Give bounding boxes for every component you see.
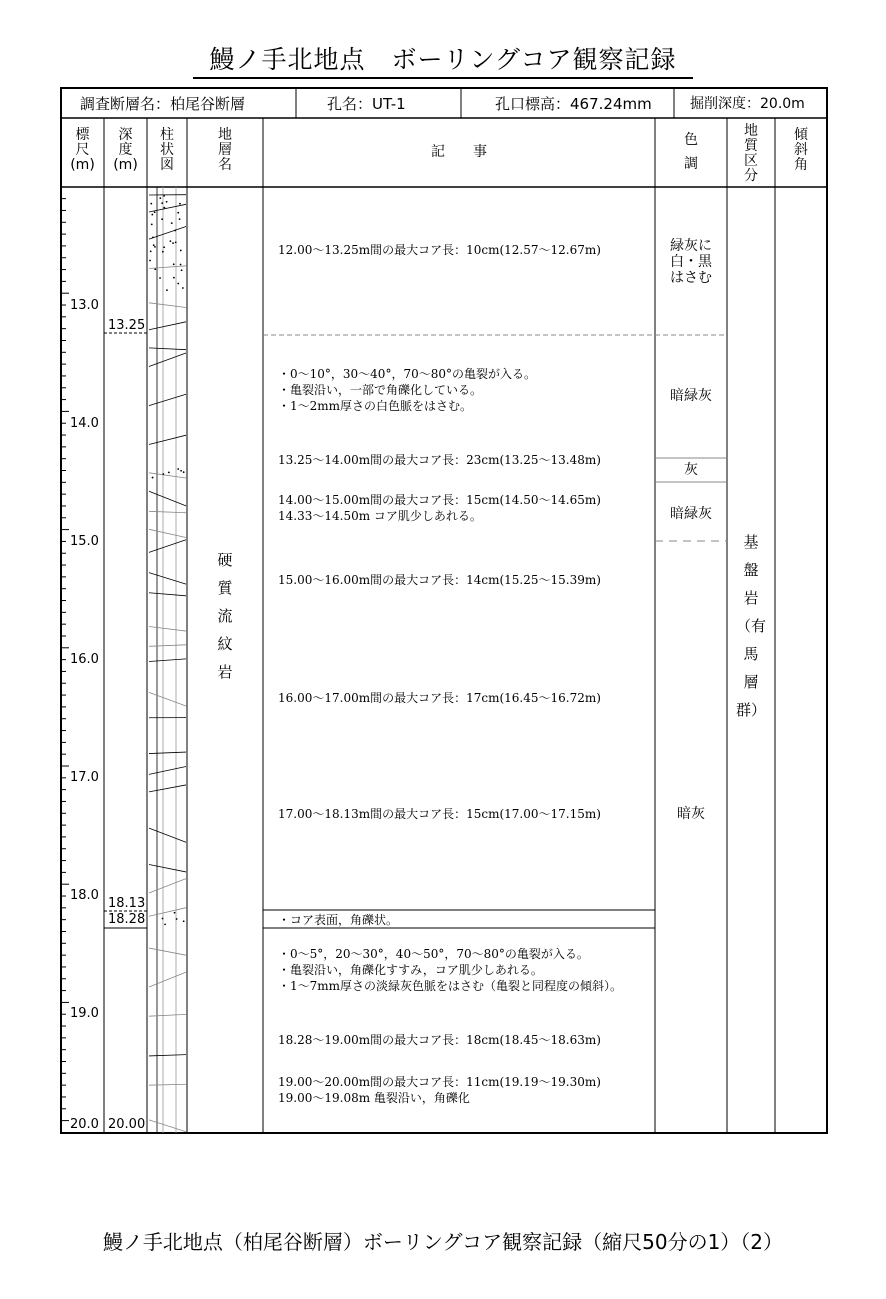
breccia-dot (174, 912, 176, 914)
depth-label: 18.13 (108, 896, 146, 911)
breccia-dot (163, 195, 165, 197)
description-line: ・亀裂沿い，一部で角礫化している。 (278, 383, 483, 397)
breccia-dot (177, 283, 179, 285)
fracture-line (149, 303, 186, 308)
scale-label: 18.0 (70, 888, 99, 903)
description-line: 16.00～17.00m間の最大コア長：17cm(16.45～16.72m) (278, 691, 601, 705)
scale-label: 16.0 (70, 652, 99, 667)
fracture-line (149, 1120, 186, 1132)
breccia-dot (183, 471, 185, 473)
breccia-dot (179, 218, 181, 220)
col-description-header: 記 事 (431, 144, 487, 160)
col-color-header: 色 調 (684, 132, 698, 172)
col-log-header: 柱 状 図 (160, 127, 174, 173)
breccia-dot (171, 222, 173, 224)
color-tone: 灰 (684, 462, 698, 478)
description-line: 18.28～19.00m間の最大コア長：18cm(18.45～18.63m) (278, 1033, 601, 1047)
scale-label: 19.0 (70, 1006, 99, 1021)
breccia-dot (166, 201, 168, 203)
col-scale-header: 標 尺 (m) (70, 127, 95, 173)
scale-label: 20.0 (70, 1117, 99, 1132)
description-line: 12.00～13.25m間の最大コア長：10cm(12.57～12.67m) (278, 243, 601, 257)
breccia-dot (170, 240, 172, 242)
breccia-dot (177, 468, 179, 470)
fracture-line (149, 692, 186, 706)
fracture-line (149, 879, 186, 893)
description-line: 15.00～16.00m間の最大コア長：14cm(15.25～15.39m) (278, 573, 601, 587)
description-line: 14.33～14.50m コア肌少しあれる。 (278, 509, 482, 523)
breccia-dot (152, 477, 154, 479)
geo-unit: 基 盤 岩 （有 馬 層 群） (735, 533, 766, 719)
breccia-dot (176, 918, 178, 920)
description-line: ・1～7mm厚さの淡緑灰色脈をはさむ（亀裂と同程度の傾斜）。 (278, 979, 623, 993)
breccia-dot (175, 241, 177, 243)
breccia-dot (182, 287, 184, 289)
color-tone: 緑灰に 白・黒 はさむ (670, 238, 712, 286)
breccia-dot (162, 251, 164, 253)
breccia-dot (174, 230, 176, 232)
fracture-line (149, 227, 186, 240)
fracture-line (149, 593, 186, 596)
fracture-line (149, 266, 186, 269)
breccia-dot (168, 472, 170, 474)
fault-name: 調査断層名：柏尾谷断層 (80, 95, 246, 113)
col-depth-header: 深 度 (m) (113, 127, 138, 173)
col-geo-header: 地 質 区 分 (744, 123, 758, 184)
fracture-line (149, 529, 186, 537)
fracture-line (149, 540, 186, 553)
breccia-dot (162, 473, 164, 475)
fracture-line (149, 828, 186, 842)
breccia-dot (152, 236, 154, 238)
breccia-dot (150, 203, 152, 205)
scale-label: 17.0 (70, 770, 99, 785)
drill-depth: 掘削深度：20.0m (690, 96, 805, 112)
breccia-dot (159, 197, 161, 199)
color-tone: 暗灰 (677, 806, 705, 822)
fracture-line (149, 659, 186, 662)
breccia-dot (154, 246, 156, 248)
breccia-dot (179, 203, 181, 205)
breccia-dot (180, 264, 182, 266)
fracture-line (149, 573, 186, 585)
breccia-dot (162, 918, 164, 920)
fracture-line (149, 767, 186, 775)
description-line: ・0～10°，30～40°，70～80°の亀裂が入る。 (278, 367, 536, 381)
fracture-line (149, 908, 186, 917)
breccia-dot (173, 263, 175, 265)
col-dip-header: 傾 斜 角 (794, 127, 808, 173)
description-line: 19.00～20.00m間の最大コア長：11cm(19.19～19.30m) (278, 1075, 601, 1089)
breccia-dot (183, 920, 185, 922)
description-line: 17.00～18.13m間の最大コア長：15cm(17.00～17.15m) (278, 807, 601, 821)
breccia-dot (149, 260, 151, 262)
scale-label: 15.0 (70, 534, 99, 549)
breccia-dot (172, 242, 174, 244)
description-line: ・0～5°，20～30°，40～50°，70～80°の亀裂が入る。 (278, 947, 589, 961)
fracture-line (149, 511, 186, 512)
fracture-line (149, 972, 186, 987)
fracture-line (149, 491, 186, 506)
fracture-line (149, 752, 186, 753)
breccia-dot (161, 218, 163, 220)
hole-elevation: 孔口標高：467.24mm (495, 95, 652, 113)
fracture-line (149, 394, 186, 405)
breccia-dot (180, 250, 182, 252)
scale-label: 14.0 (70, 416, 99, 431)
breccia-dot (173, 277, 175, 279)
breccia-dot (151, 223, 153, 225)
fracture-line (149, 1055, 186, 1056)
fracture-line (149, 435, 186, 444)
breccia-dot (163, 207, 165, 209)
col-formation-header: 地 層 名 (218, 127, 232, 173)
fracture-line (149, 785, 186, 792)
fracture-line (149, 353, 186, 366)
description-line: 14.00～15.00m間の最大コア長：15cm(14.50～14.65m) (278, 493, 601, 507)
description-line: ・亀裂沿い，角礫化すすみ，コア肌少しあれる。 (278, 963, 543, 977)
depth-label: 18.28 (108, 912, 146, 927)
breccia-dot (177, 212, 179, 214)
fracture-line (149, 473, 186, 478)
color-tone: 暗緑灰 (670, 388, 712, 404)
fracture-line (149, 626, 186, 631)
breccia-dot (151, 214, 153, 216)
breccia-dot (164, 923, 166, 925)
description-line: ・1～2mm厚さの白色脈をはさむ。 (278, 399, 473, 413)
figure-caption: 鰻ノ手北地点（柏尾谷断層）ボーリングコア観察記録（縮尺50分の1）（2） (102, 1230, 784, 1254)
breccia-dot (181, 269, 183, 271)
breccia-dot (150, 250, 152, 252)
fracture-line (149, 948, 186, 955)
description-line: ・コア表面，角礫状。 (278, 913, 399, 927)
description-line: 13.25～14.00m間の最大コア長：23cm(13.25～13.48m) (278, 453, 601, 467)
depth-label: 13.25 (108, 318, 146, 333)
breccia-dot (159, 277, 161, 279)
breccia-dot (166, 289, 168, 291)
breccia-dot (153, 244, 155, 246)
color-tone: 暗緑灰 (670, 506, 712, 522)
fracture-line (149, 645, 186, 646)
breccia-dot (161, 202, 163, 204)
scale-label: 13.0 (70, 298, 99, 313)
fracture-line (149, 865, 186, 872)
breccia-dot (180, 470, 182, 472)
fracture-line (149, 348, 186, 350)
fracture-line (149, 1014, 186, 1016)
fracture-line (149, 322, 186, 330)
description-line: 19.00～19.08m 亀裂沿い，角礫化 (278, 1091, 470, 1105)
breccia-dot (163, 246, 165, 248)
breccia-dot (154, 268, 156, 270)
depth-label: 20.00 (108, 1117, 146, 1132)
hole-name: 孔名：UT-1 (327, 95, 406, 113)
title-text: 鰻ノ手北地点 ボーリングコア観察記録 (193, 40, 692, 79)
fracture-line (149, 204, 186, 212)
formation-name: 硬 質 流 紋 岩 (217, 551, 233, 681)
breccia-dot (154, 211, 156, 213)
fracture-line (149, 1084, 186, 1085)
